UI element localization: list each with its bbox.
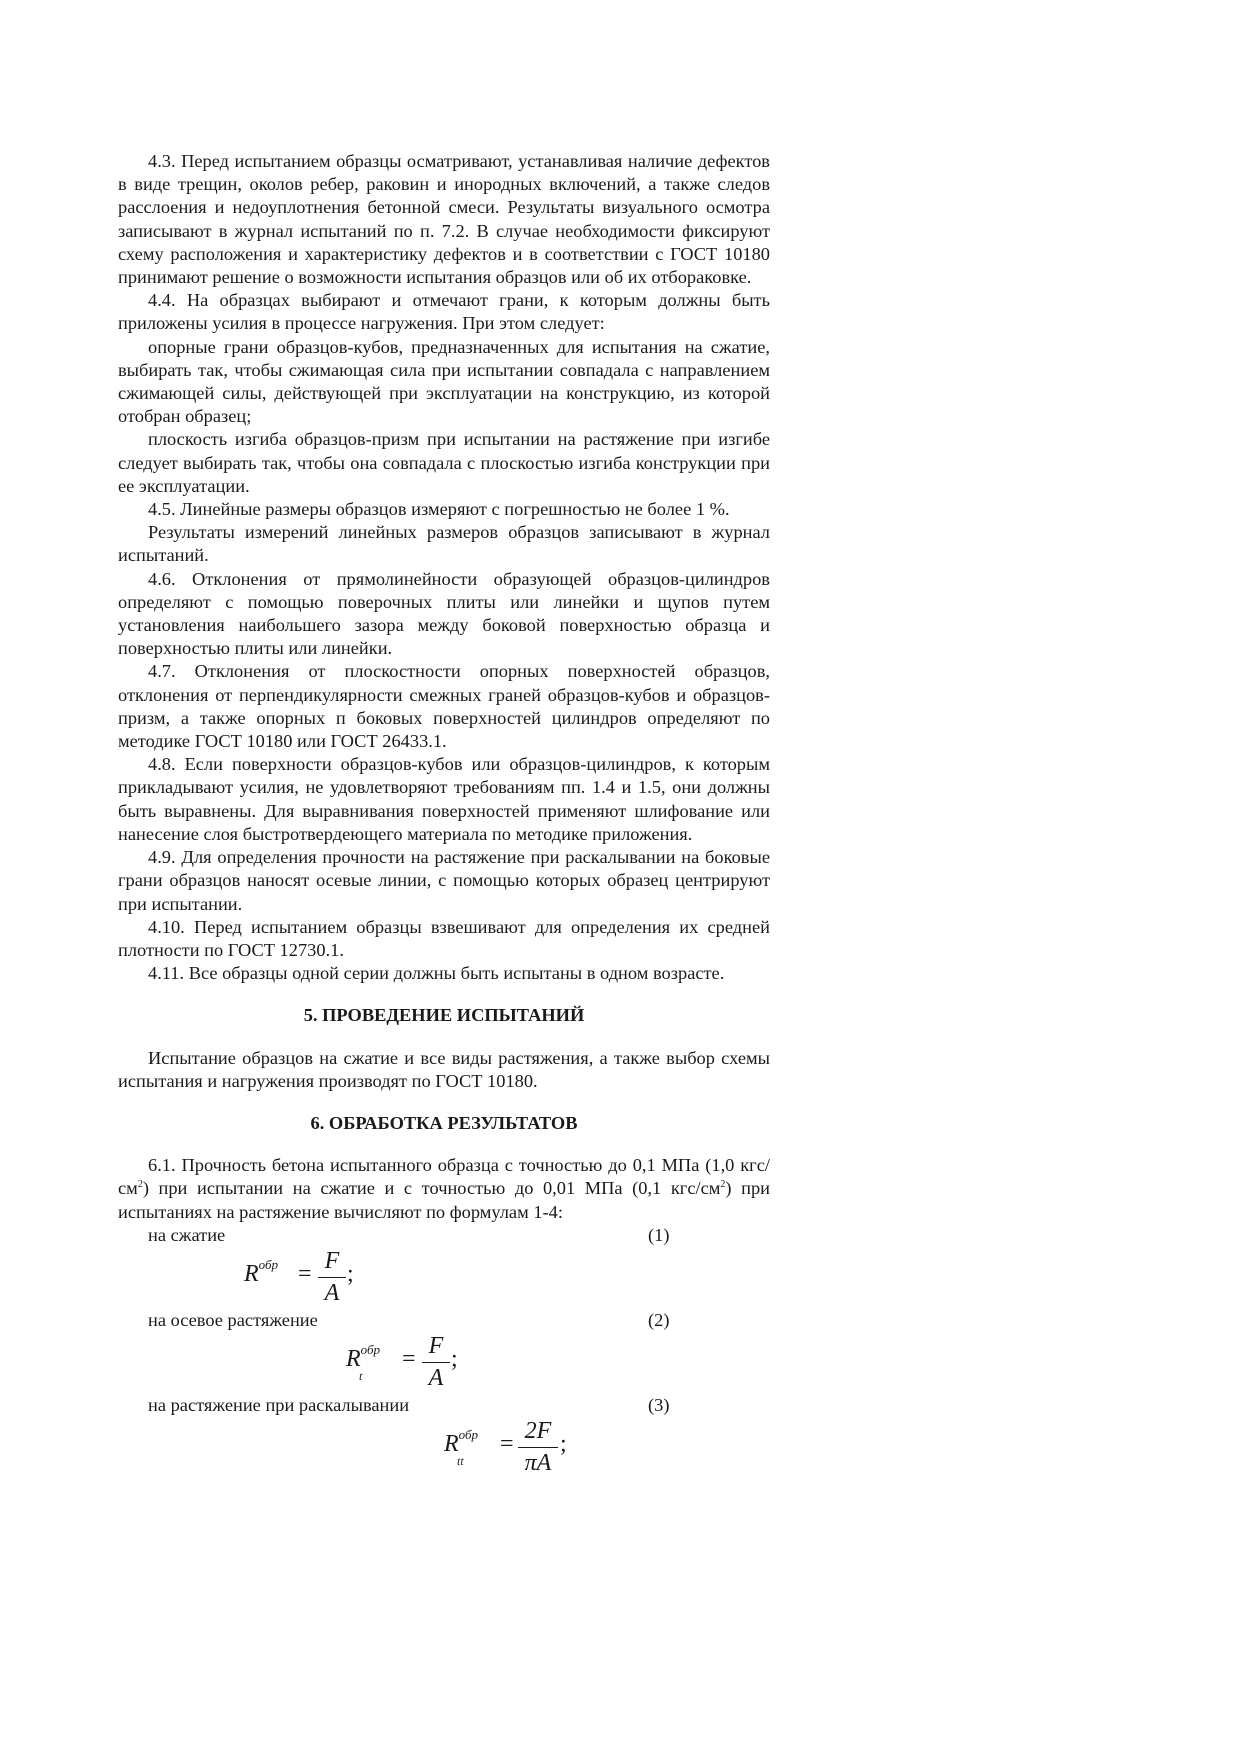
formula-1-label: на сжатие [148,1224,226,1245]
paragraph-6-1-part-2: ) при испытании на сжатие и с точностью до 0,01 МПа (0,1 кгс/см [142,1178,721,1199]
formula-2-symbol-letter: R [346,1346,361,1373]
paragraph-4-8: 4.8. Если поверхности образцов-кубов или образцов-цилиндров, к которым прикладывают усилия, не удовлетворяют требованиям пп. 1.4 и 1.5, они должны быть выравнены. Для выравнивания поверхностей применяют шлифование или нанесение слоя быстротвердеющего материала по методике приложения. [118,754,770,844]
formula-3-superscript: обр [458,1427,479,1443]
formula-3-subscript: tt [457,1454,464,1469]
formula-2-number: (2) [648,1309,670,1330]
section-6-heading: 6. ОБРАБОТКА РЕЗУЛЬТАТОВ [310,1112,578,1133]
formula-2-fraction-bar [422,1362,450,1363]
formula-1-equals: = [298,1260,312,1287]
formula-3-denominator: πA [524,1450,552,1477]
formula-1 [118,1247,770,1309]
section-5-heading: 5. ПРОВЕДЕНИЕ ИСПЫТАНИЙ [303,1005,585,1026]
formula-2-equals: = [402,1346,416,1373]
formula-2-subscript: t [359,1369,363,1384]
body-text [118,150,770,1479]
formula-3-fraction [518,1417,558,1478]
formula-1-fraction [318,1247,346,1308]
formula-1-symbol [244,1256,279,1288]
formula-1-number: (1) [648,1224,670,1245]
paragraph-4-4-item-1: опорные грани образцов-кубов, предназначенных для испытания на сжатие, выбирать так, чтобы сжимающая сила при испытании совпадала с направлением сжимающей силы, действующей при эксплуатации на конструкцию, из которой отобран образец; [118,336,770,427]
paragraph-6-1-part-3: ) при испытаниях на растяжение вычисляют по формулам 1-4: [118,1178,770,1222]
formula-3 [118,1417,770,1479]
formula-1-semicolon: ; [347,1260,354,1287]
paragraph-4-4: 4.4. На образцах выбирают и отмечают грани, к которым должны быть приложены усилия в процессе нагружения. При этом следует: [118,290,770,334]
section-5-text: Испытание образцов на сжатие и все виды растяжения, а также выбор схемы испытания и нагружения производят по ГОСТ 10180. [118,1047,770,1091]
superscript-2: 2 [720,1179,726,1191]
formula-1-numerator: F [324,1247,340,1274]
formula-3-semicolon: ; [560,1431,567,1458]
formula-3-label: на растяжение при раскалывании [148,1395,410,1416]
paragraph-4-3: 4.3. Перед испытанием образцы осматривают, устанавливая наличие дефектов в виде трещин, околов ребер, раковин и инородных включений, а также следов расслоения и недоуплотнения бетонной смеси. Результаты визуального осмотра записывают в журнал испытаний по п. 7.2. В случае необходимости фиксируют схему расположения и характеристику дефектов и в соответствии с ГОСТ 10180 принимают решение о возможности испытания образцов или об их отбораковке. [118,151,770,288]
formula-1-denominator: A [324,1279,340,1306]
paragraph-4-11: 4.11. Все образцы одной серии должны быть испытаны в одном возрасте. [148,963,725,984]
formula-2 [118,1332,770,1394]
formula-2-symbol [346,1342,381,1384]
formula-1-caption [118,1224,770,1247]
formula-2-label: на осевое растяжение [148,1309,318,1330]
formula-1-superscript: обр [258,1256,279,1272]
formula-2-numerator: F [428,1333,444,1360]
paragraph-4-5-results: Результаты измерений линейных размеров образцов записывают в журнал испытаний. [118,522,770,566]
formula-3-symbol [444,1427,479,1469]
formula-3-number: (3) [648,1395,670,1416]
paragraph-6-1 [118,1154,770,1224]
formula-2-denominator: A [428,1365,444,1392]
superscript-2: 2 [137,1179,143,1191]
paragraph-4-7: 4.7. Отклонения от плоскостности опорных поверхностей образцов, отклонения от перпендикулярности смежных граней образцов-кубов и образцов-призм, а также опорных п боковых поверхностей цилиндров определяют по методике ГОСТ 10180 или ГОСТ 26433.1. [118,661,770,752]
paragraph-4-6: 4.6. Отклонения от прямолинейности образующей образцов-цилиндров определяют с помощью поверочных плиты или линейки и щупов путем установления наибольшего зазора между боковой поверхностью образца и поверхностью плиты или линейки. [118,568,770,659]
formula-2-superscript: обр [360,1342,381,1358]
formula-1-symbol-letter: R [244,1260,259,1287]
paragraph-4-9: 4.9. Для определения прочности на растяжение при раскалывании на боковые грани образцов наносят осевые линии, с помощью которых образец центрируют при испытании. [118,847,770,914]
formula-1-fraction-bar [318,1277,346,1278]
formula-2-semicolon: ; [451,1346,458,1373]
formula-3-fraction-bar [518,1447,558,1448]
formula-3-equals: = [500,1431,514,1458]
paragraph-4-5: 4.5. Линейные размеры образцов измеряют с погрешностью не более 1 %. [148,499,730,520]
formula-3-symbol-letter: R [444,1431,459,1458]
paragraph-4-10: 4.10. Перед испытанием образцы взвешивают для определения их средней плотности по ГОСТ 12730.1. [118,916,770,960]
formula-2-fraction [422,1332,450,1393]
formula-2-caption [118,1309,770,1332]
paragraph-4-4-item-2: плоскость изгиба образцов-призм при испытании на растяжение при изгибе следует выбирать так, чтобы она совпадала с плоскостью изгиба конструкции при ее эксплуатации. [118,429,770,496]
formula-3-numerator: 2F [524,1418,552,1445]
formula-3-caption [118,1394,770,1417]
paragraph-6-1-part-1: 6.1. Прочность бетона испытанного образца с точностью до 0,1 МПа (1,0 кгс/см [118,1155,770,1199]
